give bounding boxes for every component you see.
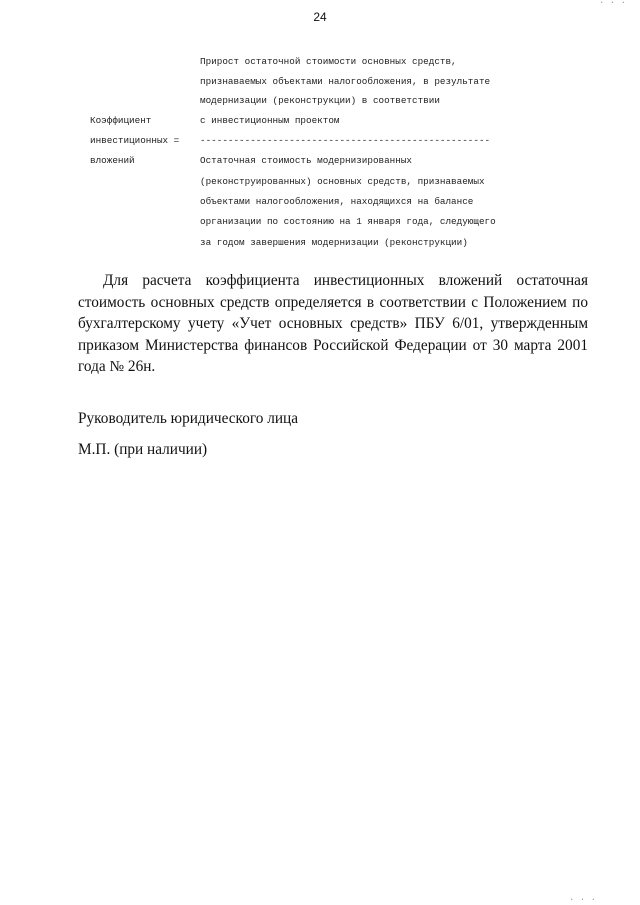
body-paragraph: Для расчета коэффициента инвестиционных вложений остаточная стоимость основных средств определяется в соответствии с Положением по бухгалтерскому учету «Учет основных средств» ПБУ 6/01, утвержденным приказом Министерства финансов Российской Федерации от 30 марта 2001 года № 26н. xyxy=(78,272,588,375)
denominator-line: объектами налогообложения, находящихся на балансе xyxy=(200,196,474,207)
page-number: 24 xyxy=(313,10,327,24)
numerator-line: с инвестиционным проектом xyxy=(200,115,340,126)
numerator-line: Прирост остаточной стоимости основных средств, xyxy=(200,56,457,67)
corner-mark-top: . . . xyxy=(598,0,626,6)
stamp-note: М.П. (при наличии) xyxy=(78,441,208,458)
numerator-line: признаваемых объектами налогообложения, в результате xyxy=(200,76,491,87)
formula-lhs-line: Коэффициент xyxy=(90,115,152,126)
denominator-line: организации по состоянию на 1 января года, следующего xyxy=(200,216,496,227)
fraction-line: ---------------------------------------------------- xyxy=(200,135,491,146)
corner-mark-bottom: . . . xyxy=(568,893,596,903)
denominator-line: за годом завершения модернизации (реконструкции) xyxy=(200,237,468,248)
denominator-line: (реконструированных) основных средств, признаваемых xyxy=(200,176,485,187)
formula-block xyxy=(0,0,640,248)
signature-title: Руководитель юридического лица xyxy=(78,410,299,427)
formula-lhs-line: вложений xyxy=(90,155,135,166)
denominator-line: Остаточная стоимость модернизированных xyxy=(200,155,413,166)
numerator-line: модернизации (реконструкции) в соответствии xyxy=(200,95,440,106)
formula-lhs-line: инвестиционных = xyxy=(90,135,180,146)
